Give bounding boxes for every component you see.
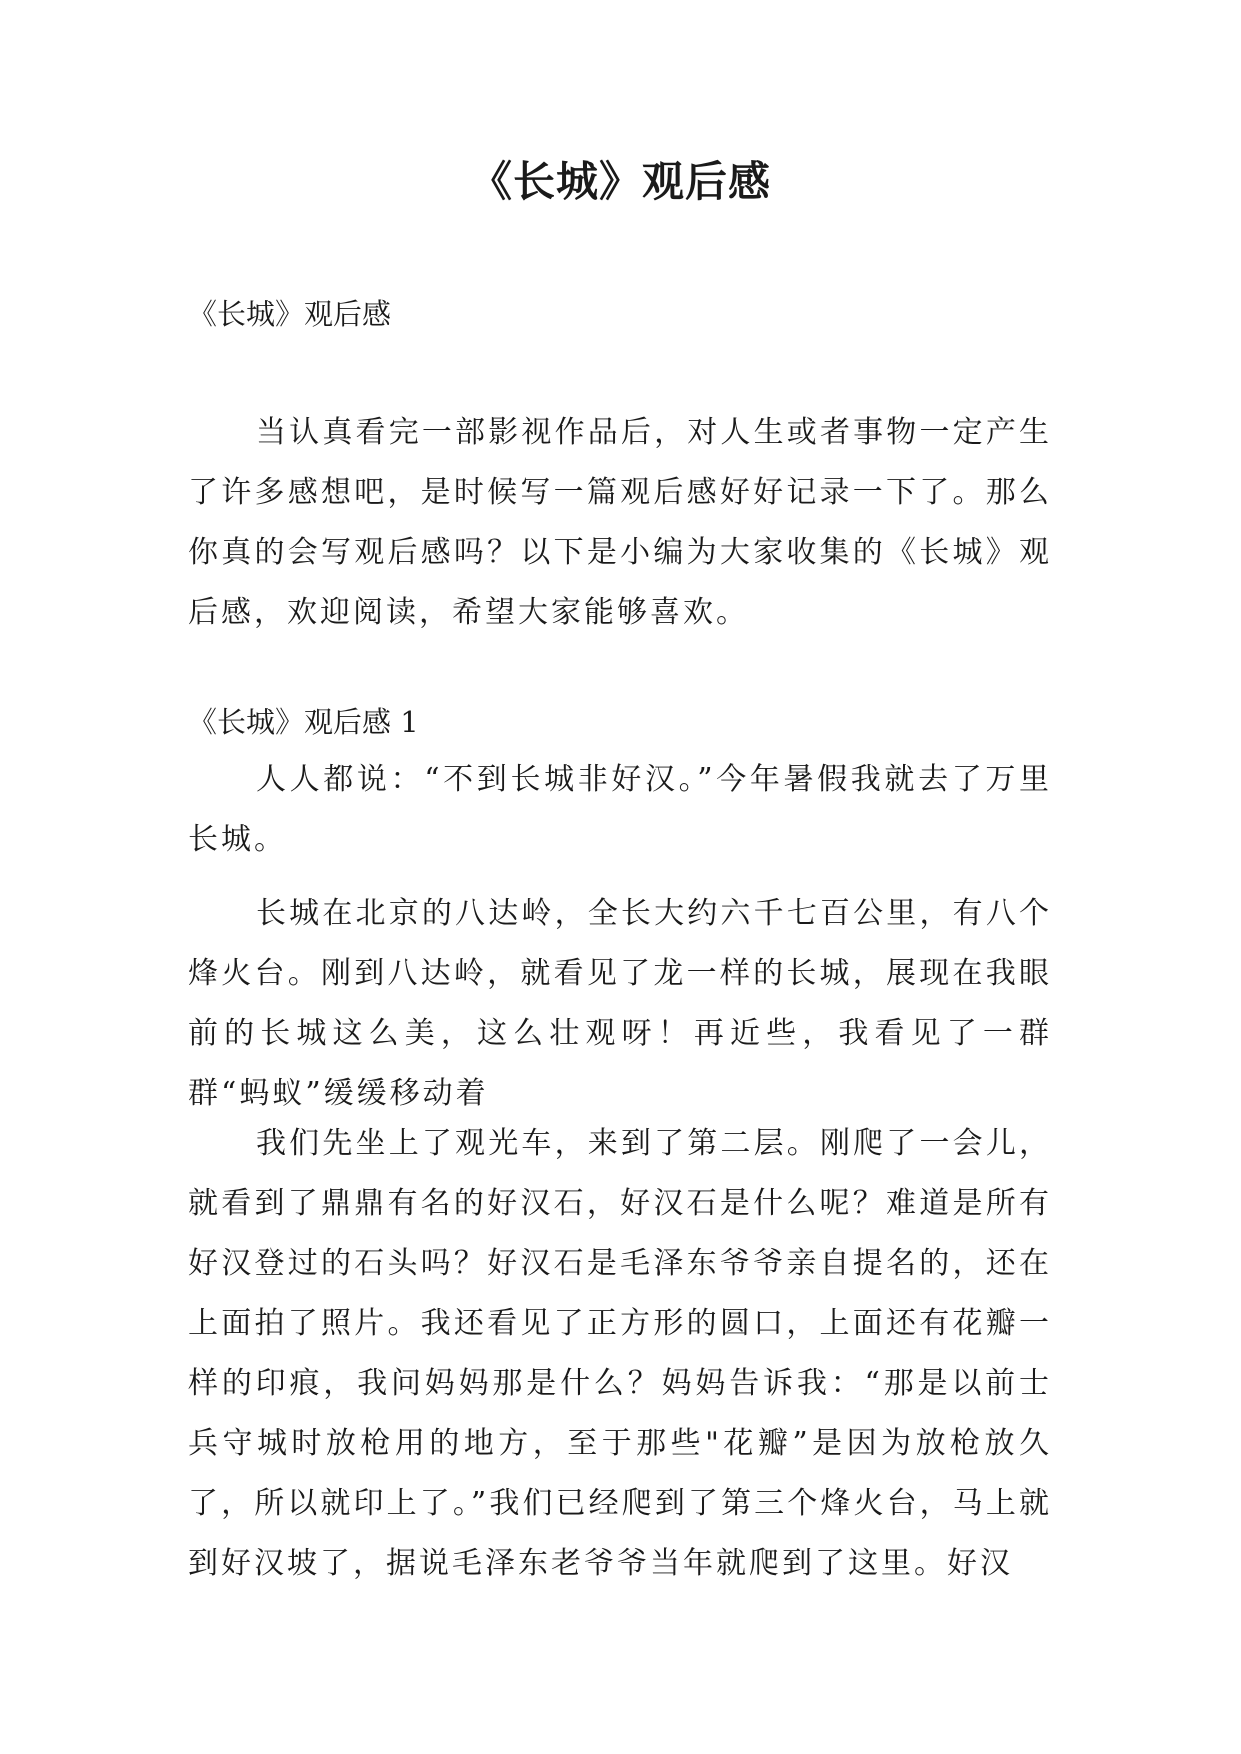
intro-paragraph: 当认真看完一部影视作品后，对人生或者事物一定产生了许多感想吧，是时候写一篇观后感好好记录一下了。那么你真的会写观后感吗？以下是小编为大家收集的《长城》观后感，欢迎阅读，希望大家能够喜欢。 xyxy=(188,415,1052,630)
body-paragraph: 长城在北京的八达岭，全长大约六千七百公里，有八个烽火台。刚到八达岭，就看见了龙一样的长城，展现在我眼前的长城这么美，这么壮观呀！再近些，我看见了一群群“蚂蚁”缓缓移动着 xyxy=(188,896,1052,1111)
section-heading: 《长城》观后感 1 xyxy=(188,705,419,739)
body-paragraph: 我们先坐上了观光车，来到了第二层。刚爬了一会儿，就看到了鼎鼎有名的好汉石，好汉石是什么呢？难道是所有好汉登过的石头吗？好汉石是毛泽东爷爷亲自提名的，还在上面拍了照片。我还看见了正方形的圆口，上面还有花瓣一样的印痕，我问妈妈那是什么？妈妈告诉我：“那是以前士兵守城时放枪用的地方，至于那些"花瓣”是因为放枪放久了，所以就印上了。”我们已经爬到了第三个烽火台，马上就到好汉坡了，据说毛泽东老爷爷当年就爬到了这里。好汉 xyxy=(188,1126,1052,1581)
body-paragraph: 人人都说：“不到长城非好汉。”今年暑假我就去了万里长城。 xyxy=(188,762,1052,857)
document-subtitle: 《长城》观后感 xyxy=(188,297,392,331)
document-title: 《长城》观后感 xyxy=(469,157,771,206)
